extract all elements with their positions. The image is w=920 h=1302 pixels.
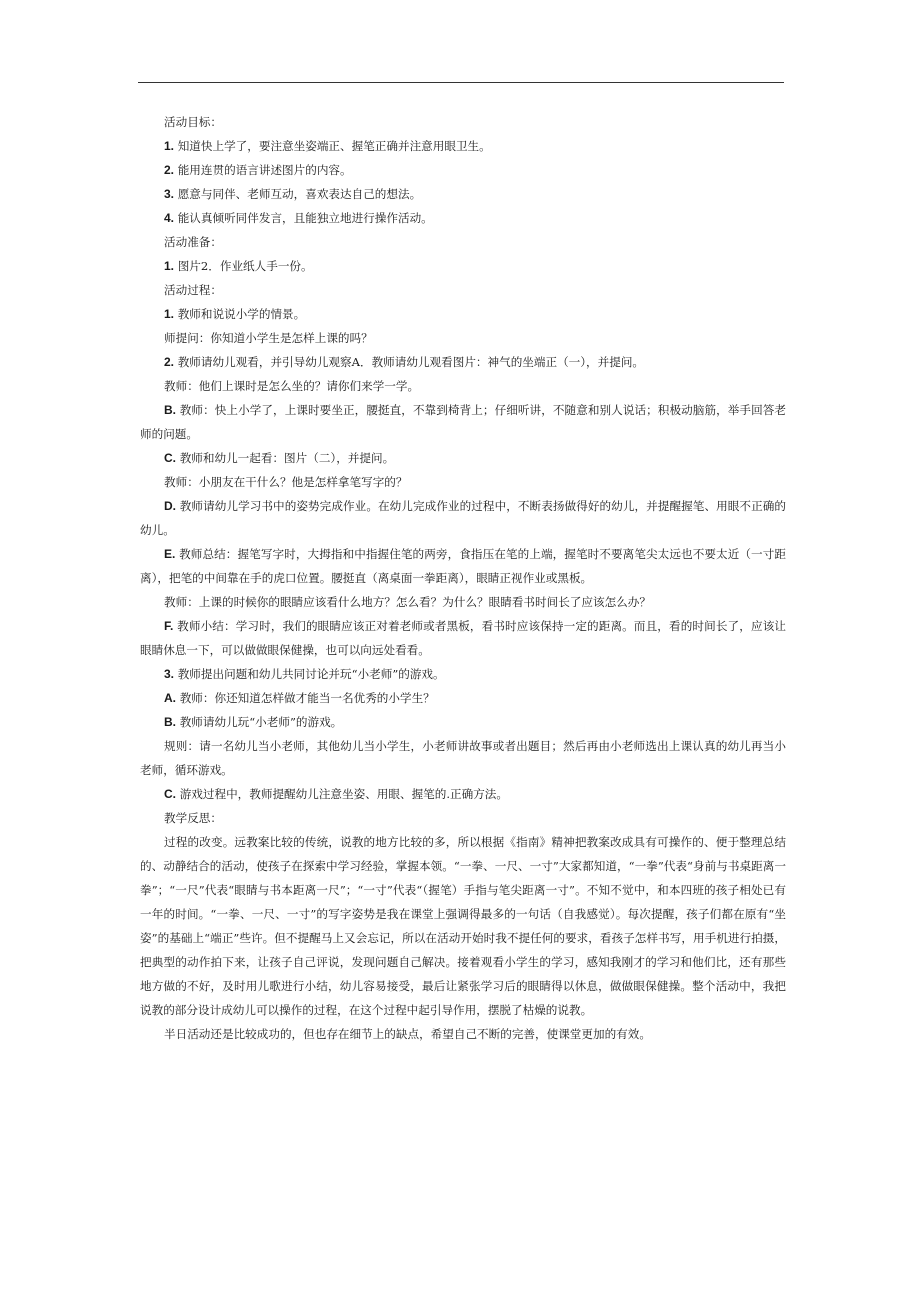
section-heading-reflection: 教学反思：: [164, 811, 222, 825]
item-text: 教师：你还知道怎样做才能当一名优秀的小学生？: [179, 691, 435, 705]
item-text: 教师请幼儿观看，并引导幼儿观察A．教师请幼儿观看图片：神气的坐端正（一），并提问。: [177, 355, 645, 369]
item-text: 愿意与同伴、老师互动，喜欢表达自己的想法。: [177, 187, 422, 201]
paragraph: 教师：他们上课时是怎么坐的？请你们来学一学。: [164, 379, 420, 393]
list-item: [140, 158, 786, 182]
item-number: 1.: [164, 259, 175, 273]
item-text: 教师：快上小学了，上课时要坐正，腰挺直，不靠到椅背上；仔细听讲，不随意和别人说话；积极动脑筋，举手回答老师的问题。: [140, 403, 787, 441]
paragraph: 师提问：你知道小学生是怎样上课的吗？: [164, 331, 373, 345]
list-item: [140, 542, 786, 590]
paragraph: 过程的改变。远教案比较的传统，说教的地方比较的多，所以根据《指南》精神把教案改成具有可操作的、便于整理总结的、动静结合的活动，使孩子在探索中学习经验，掌握本领。“一拳、一尺、一寸”大家都知道，“一拳”代表“身前与书桌距离一拳”；“一尺”代表“眼睛与书本距离一尺”；“一寸”代表“（握笔）手指与笔尖距离一寸”。不知不觉中，和本四班的孩子相处已有一年的时间。“一拳、一尺、一寸”的写字姿势是我在课堂上强调得最多的一句话（自我感觉）。每次提醒，孩子们都在原有“坐姿”的基础上“端正”些许。但不提醒马上又会忘记，所以在活动开始时我不提任何的要求，看孩子怎样书写，用手机进行拍摄，把典型的动作拍下来，让孩子自己评说，发现问题自己解决。接着观看小学生的学习，感知我刚才的学习和他们比，还有那些地方做的不好，及时用儿歌进行小结，幼儿容易接受，最后让紧张学习后的眼睛得以休息，做做眼保健操。整个活动中，我把说教的部分设计成幼儿可以操作的过程，在这个过程中起引导作用，摆脱了枯燥的说教。: [140, 835, 786, 1017]
list-item: [140, 134, 786, 158]
list-item: [140, 182, 786, 206]
list-item: [140, 350, 786, 374]
paragraph: 教师：上课的时候你的眼睛应该看什么地方？怎么看？为什么？眼睛看书时间长了应该怎么办？: [164, 595, 651, 609]
item-number: F.: [164, 619, 174, 633]
section-heading-preparation: 活动准备：: [164, 235, 222, 249]
list-item: [140, 398, 786, 446]
list-item: [140, 662, 786, 686]
item-text: 能认真倾听同伴发言，且能独立地进行操作活动。: [177, 211, 433, 225]
item-number: 2.: [164, 355, 175, 369]
item-number: 1.: [164, 139, 175, 153]
paragraph: 规则：请一名幼儿当小老师，其他幼儿当小学生，小老师讲故事或者出题目；然后再由小老师选出上课认真的幼儿再当小老师，循环游戏。: [140, 739, 786, 777]
list-item: [140, 710, 786, 734]
list-item: [140, 614, 786, 662]
list-item: [140, 446, 786, 470]
item-number: B.: [164, 715, 176, 729]
item-text: 能用连贯的语言讲述图片的内容。: [177, 163, 352, 177]
list-item: [140, 254, 786, 278]
header-rule: [138, 82, 784, 83]
item-number: B.: [164, 403, 176, 417]
item-text: 教师请幼儿学习书中的姿势完成作业。在幼儿完成作业的过程中，不断表扬做得好的幼儿，并提醒握笔、用眼不正确的幼儿。: [140, 499, 787, 537]
item-number: 2.: [164, 163, 175, 177]
item-text: 游戏过程中，教师提醒幼儿注意坐姿、用眼、握笔的.正确方法。: [179, 787, 508, 801]
item-text: 知道快上学了，要注意坐姿端正、握笔正确并注意用眼卫生。: [177, 139, 491, 153]
section-heading-goals: 活动目标：: [164, 115, 222, 129]
item-number: 3.: [164, 667, 175, 681]
list-item: [140, 206, 786, 230]
item-text: 教师总结：握笔写字时，大拇指和中指握住笔的两旁，食指压在笔的上端，握笔时不要离笔尖太远也不要太近（一寸距离），把笔的中间靠在手的虎口位置。腰挺直（离桌面一拳距离），眼睛正视作业或黑板。: [140, 547, 786, 585]
item-number: 3.: [164, 187, 175, 201]
list-item: [140, 302, 786, 326]
item-number: C.: [164, 451, 176, 465]
list-item: [140, 494, 786, 542]
item-number: E.: [164, 547, 176, 561]
item-number: C.: [164, 787, 176, 801]
list-item: [140, 686, 786, 710]
item-text: 教师请幼儿玩“小老师”的游戏。: [179, 715, 343, 729]
list-item: [140, 782, 786, 806]
item-number: D.: [164, 499, 176, 513]
item-text: 教师和说说小学的情景。: [177, 307, 306, 321]
item-number: 4.: [164, 211, 175, 225]
item-number: 1.: [164, 307, 175, 321]
document-body: [140, 110, 786, 1046]
item-number: A.: [164, 691, 176, 705]
item-text: 图片2．作业纸人手一份。: [177, 259, 313, 273]
section-heading-process: 活动过程：: [164, 283, 222, 297]
paragraph: 半日活动还是比较成功的，但也存在细节上的缺点，希望自己不断的完善，使课堂更加的有效。: [164, 1027, 651, 1041]
item-text: 教师提出问题和幼儿共同讨论并玩“小老师”的游戏。: [177, 667, 445, 681]
item-text: 教师和幼儿一起看：图片（二），并提问。: [179, 451, 395, 465]
paragraph: 教师：小朋友在干什么？他是怎样拿笔写字的？: [164, 475, 408, 489]
item-text: 教师小结：学习时，我们的眼睛应该正对着老师或者黑板，看书时应该保持一定的距离。而且，看的时间长了，应该让眼睛休息一下，可以做做眼保健操，也可以向远处看看。: [140, 619, 786, 657]
